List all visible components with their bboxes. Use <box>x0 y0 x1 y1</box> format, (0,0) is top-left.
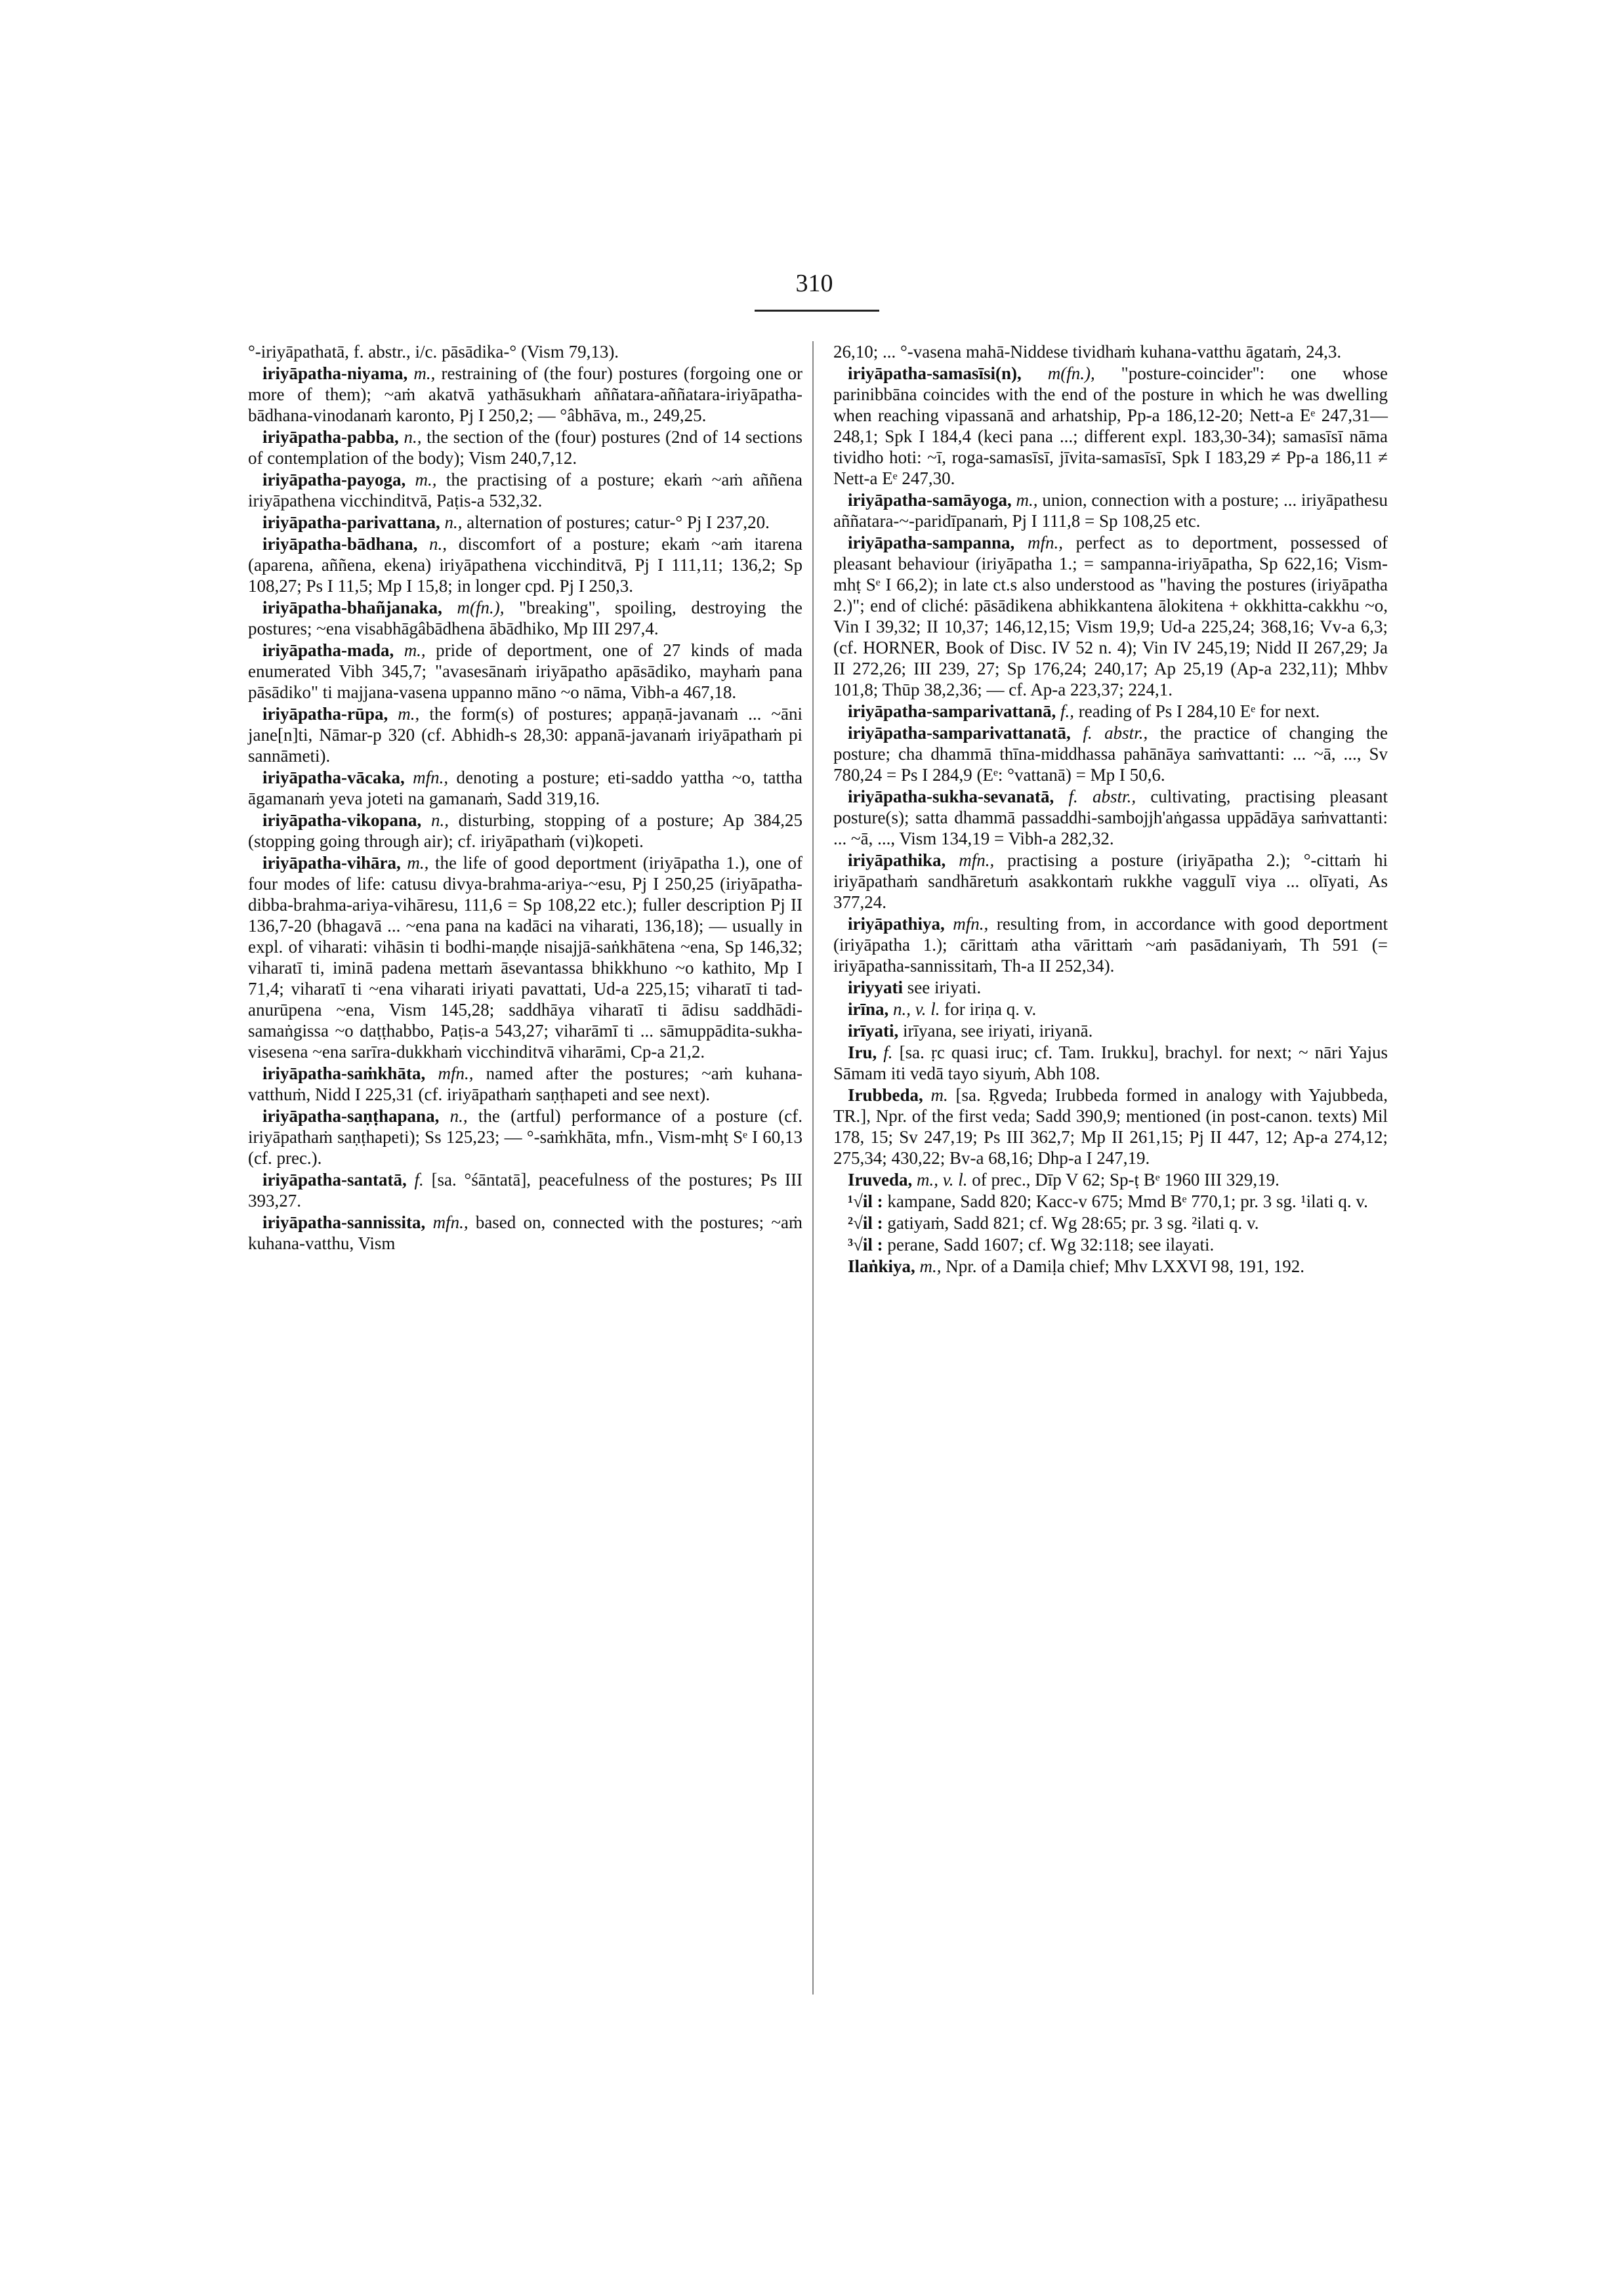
entry-text: kampane, Sadd 820; Kacc-v 675; Mmd Bᵉ 770,1; pr. 3 sg. ¹ilati q. v. <box>887 1191 1368 1211</box>
dictionary-entry <box>833 363 1388 489</box>
entry-text: gatiyaṁ, Sadd 821; cf. Wg 28:65; pr. 3 sg. ²ilati q. v. <box>887 1213 1259 1233</box>
dictionary-entry <box>833 1020 1388 1041</box>
dictionary-entry <box>248 1063 802 1105</box>
dictionary-entry <box>248 469 802 511</box>
entry-text: irīyana, see iriyati, iriyanā. <box>902 1021 1093 1041</box>
entry-headword: iriyāpatha-mada, <box>262 640 394 660</box>
dictionary-entry <box>248 810 802 852</box>
dictionary-entry <box>248 1212 802 1254</box>
dictionary-entry <box>833 722 1388 785</box>
column-divider <box>812 341 814 1995</box>
entry-grammar: f., <box>1060 701 1075 721</box>
entry-text: Npr. of a Damiḷa chief; Mhv LXXVI 98, 191, 192. <box>946 1256 1304 1276</box>
entry-headword: Iruveda, <box>848 1170 913 1189</box>
entry-text: [sa. ṛc quasi iruc; cf. Tam. Irukku], brachyl. for next; ~ nāri Yajus Sāmam iti vedā tayo siyuṁ, Abh 108. <box>833 1043 1388 1083</box>
entry-grammar: m., <box>413 363 436 383</box>
entry-grammar: mfn., <box>413 768 449 787</box>
dictionary-entry <box>248 1106 802 1168</box>
entry-text: of prec., Dīp V 62; Sp-ṭ Bᵉ 1960 III 329,19. <box>972 1170 1280 1189</box>
dictionary-entry <box>248 341 802 362</box>
entry-text: pride of deportment, one of 27 kinds of mada enumerated Vibh 345,7; "avasesānaṁ iriyāpatho apāsādiko, mayhaṁ pana pāsādiko" ti majjana-vasena uppanno māno ~o nāma, Vibh-a 467,18. <box>248 640 803 702</box>
dictionary-entry <box>833 1085 1388 1168</box>
dictionary-entry <box>833 786 1388 849</box>
dictionary-entry <box>248 767 802 809</box>
entry-grammar: m(fn.), <box>457 598 505 617</box>
entry-headword: iriyāpatha-niyama, <box>262 363 408 383</box>
entry-text: perane, Sadd 1607; cf. Wg 32:118; see ilayati. <box>887 1235 1215 1254</box>
entry-grammar: f. abstr., <box>1083 723 1148 743</box>
entry-grammar: n., v. l. <box>893 999 940 1019</box>
dictionary-entry <box>248 597 802 639</box>
entry-text: "posture-coincider": one whose parinibbāna coincides with the end of the posture in which he was dwelling when reaching vipassanā and arhatship, Pp-a 186,12-20; Nett-a Eᵉ 247,31—248,1; Spk I 184,4 (keci pana ...; different expl. 183,30-34); samasīsī nāma tividho hoti: ~ī, roga-samasīsī, jīvita-samasīsī, Spk I 183,29 ≠ Pp-a 186,11 ≠ Nett-a Eᵉ 247,30. <box>833 363 1388 488</box>
entry-grammar: n., <box>429 534 448 554</box>
dictionary-entry <box>248 533 802 596</box>
entry-headword: iriyyati <box>848 978 903 997</box>
entry-text: perfect as to deportment, possessed of pleasant behaviour (iriyāpatha 1.; = sampanna-iriyāpatha, Sp 622,16; Vism-mhṭ Sᵉ I 66,2); in late ct.s also understood as "having the postures (iriyāpatha 2.)"; end of cliché: pāsādikena abhikkantena ālokitena + okkhitta-cakkhu ~o, Vin I 39,32; II 10,37; 146,12,15; Vism 19,9; Ud-a 225,24; 368,16; Vv-a 6,3; (cf. HORNER, Book of Disc. IV 52 n. 4); Vin IV 245,19; Nidd II 267,29; Ja II 272,26; III 239, 27; Sp 176,24; 240,17; Ap 25,19 (Ap-a 232,11); Mhbv 101,8; Thūp 38,2,36; — cf. Ap-a 223,37; 224,1. <box>833 533 1388 699</box>
entry-grammar: mfn., <box>438 1064 474 1083</box>
entry-headword: Irubbeda, <box>848 1085 923 1105</box>
entry-headword: ³√il : <box>848 1235 883 1254</box>
entry-headword: iriyāpatha-saṇṭhapana, <box>262 1106 440 1126</box>
entry-text: [sa. Ṛgveda; Irubbeda formed in analogy with Yajubbeda, TR.], Npr. of the first veda; Sadd 390,9; mentioned (in post-canon. texts) Mil 178, 15; Sv 247,19; Ps III 362,7; Mp II 261,15; Pj II 447, 12; Ap-a 274,12; 275,34; 430,22; Bv-a 68,16; Dhp-a I 247,19. <box>833 1085 1388 1168</box>
entry-text: 26,10; ... °-vasena mahā-Niddese tividhaṁ kuhana-vatthu āgataṁ, 24,3. <box>833 342 1342 362</box>
entry-grammar: m., <box>1016 490 1038 510</box>
entry-headword: iriyāpatha-rūpa, <box>262 704 388 724</box>
entry-grammar: m., v. l. <box>917 1170 968 1189</box>
entry-headword: iriyāpatha-sukha-sevanatā, <box>848 787 1054 806</box>
page-number: 310 <box>795 270 833 297</box>
entry-grammar: n., <box>404 427 422 447</box>
entry-headword: iriyāpatha-sampanna, <box>848 533 1015 552</box>
dictionary-entry <box>833 1234 1388 1255</box>
entry-grammar: mfn., <box>1027 533 1063 552</box>
entry-headword: iriyāpatha-samparivattanatā, <box>848 723 1071 743</box>
entry-text: disturbing, stopping of a posture; Ap 384,25 (stopping going through air); cf. iriyāpathaṁ (vi)kopeti. <box>248 810 803 851</box>
entry-grammar: m. <box>930 1085 948 1105</box>
dictionary-entry <box>248 852 802 1062</box>
entry-headword: irīyati, <box>848 1021 899 1041</box>
entry-text: alternation of postures; catur-° Pj I 237,20. <box>467 512 770 532</box>
entry-grammar: f. <box>883 1043 893 1062</box>
entry-headword: Iru, <box>848 1043 877 1062</box>
dictionary-entry <box>833 999 1388 1020</box>
dictionary-entry <box>833 850 1388 913</box>
page-number-rule <box>755 310 879 312</box>
entry-headword: Ilaṅkiya, <box>848 1256 915 1276</box>
dictionary-entry <box>248 703 802 766</box>
entry-headword: ²√il : <box>848 1213 883 1233</box>
dictionary-entry <box>833 1191 1388 1212</box>
entry-text: cultivating, practising pleasant posture(s); satta dhammā passaddhi-sambojjh'aṅgassa uppādāya saṁvattanti: ... ~ā, ..., Vism 134,19 = Vibh-a 282,32. <box>833 787 1388 848</box>
entry-headword: irīna, <box>848 999 889 1019</box>
entry-grammar: m., <box>404 640 426 660</box>
dictionary-entry <box>833 532 1388 700</box>
entry-text: the life of good deportment (iriyāpatha 1.), one of four modes of life: catusu divya-brahma-ariya-~esu, Pj I 250,25 (iriyāpatha-dibba-brahma-ariya-vihāresu, 111,6 = Sp 108,22 etc.); fuller description Pj II 136,7-20 (bhagavā ... ~ena pana na kadāci na viharati, 136,18); — usually in expl. of viharati: vihāsin ti bodhi-maṇḍe nisajjā-saṅkhātena ~ena, Sp 146,32; viharatī ti, iminā padena mettaṁ āsevantassa bhikkhuno ~o kathito, Mp I 71,4; viharatī ti ~ena viharati iriyati pavattati, Ud-a 225,15; viharatī ti tad-anurūpena ~ena, Vism 145,28; saddhāya viharatī ti ādisu saddhādi-samaṅgissa ~o daṭṭhabbo, Paṭis-a 543,27; viharāmī ti ... sāmuppādita-sukha-visesena ~ena sarīra-dukkhaṁ vicchinditvā viharāmi, Cp-a 21,2. <box>248 853 802 1062</box>
entry-grammar: m(fn.), <box>1047 363 1095 383</box>
entry-text: for iriṇa q. v. <box>944 999 1037 1019</box>
entry-text: resulting from, in accordance with good deportment (iriyāpatha 1.); cārittaṁ atha vārittaṁ ~aṁ pasādaniyaṁ, Th 591 (= iriyāpatha-sannissitaṁ, Th-a II 252,34). <box>833 914 1388 976</box>
entry-grammar: f. <box>414 1170 424 1189</box>
entry-text: see iriyati. <box>907 978 982 997</box>
dictionary-entry <box>248 426 802 468</box>
right-column <box>833 341 1388 1277</box>
entry-text: "breaking", spoiling, destroying the postures; ~ena visabhāgâbādhena ābādhiko, Mp III 297,4. <box>248 598 802 638</box>
entry-grammar: mfn., <box>959 850 995 870</box>
entry-headword: iriyāpatha-vikopana, <box>262 810 422 830</box>
entry-text: the form(s) of postures; appaṇā-javanaṁ ... ~āni jane[n]ti, Nāmar-p 320 (cf. Abhidh-s 28,30: appanā-javanaṁ iriyāpathaṁ pi sannāmeti). <box>248 704 803 766</box>
dictionary-entry <box>833 489 1388 531</box>
entry-text: reading of Ps I 284,10 Eᵉ for next. <box>1078 701 1320 721</box>
dictionary-entry <box>833 1042 1388 1084</box>
entry-grammar: f. abstr., <box>1068 787 1136 806</box>
entry-headword: iriyāpathika, <box>848 850 946 870</box>
entry-grammar: mfn., <box>432 1212 468 1232</box>
entry-text: union, connection with a posture; ... iriyāpathesu aññatara-~-paridīpanaṁ, Pj I 111,8 = Sp 108,25 etc. <box>833 490 1388 531</box>
dictionary-entry <box>833 701 1388 722</box>
entry-text: based on, connected with the postures; ~aṁ kuhana-vatthu, Vism <box>248 1212 803 1253</box>
entry-grammar: m., <box>919 1256 942 1276</box>
entry-grammar: m., <box>415 470 437 489</box>
dictionary-entry <box>833 977 1388 998</box>
dictionary-entry <box>248 512 802 533</box>
entry-headword: iriyāpatha-vihāra, <box>262 853 401 873</box>
left-column <box>248 341 802 1254</box>
entry-headword: ¹√il : <box>848 1191 883 1211</box>
dictionary-entry <box>248 1169 802 1211</box>
dictionary-entry <box>833 1256 1388 1277</box>
entry-text: denoting a posture; eti-saddo yattha ~o, tattha āgamanaṁ yeva joteti na gamanaṁ, Sadd 319,16. <box>248 768 802 808</box>
entry-grammar: n., <box>449 1106 468 1126</box>
entry-headword: iriyāpatha-samasīsi(n), <box>848 363 1022 383</box>
entry-grammar: m., <box>398 704 420 724</box>
entry-text: the practising of a posture; ekaṁ ~aṁ aññena iriyāpathena vicchinditvā, Paṭis-a 532,32. <box>248 470 803 510</box>
entry-grammar: m., <box>407 853 429 873</box>
entry-headword: iriyāpatha-payoga, <box>262 470 406 489</box>
dictionary-entry <box>833 913 1388 976</box>
entry-headword: iriyāpatha-santatā, <box>262 1170 407 1189</box>
dictionary-entry <box>833 1212 1388 1233</box>
entry-grammar: mfn., <box>953 914 989 934</box>
entry-text: practising a posture (iriyāpatha 2.); °-cittaṁ hi iriyāpathaṁ sandhāretuṁ asakkontaṁ rukkhe vaggulī viya ... olīyati, As 377,24. <box>833 850 1388 912</box>
entry-text: the practice of changing the posture; cha dhammā thīna-middhassa pahānāya saṁvattanti: ... ~ā, ..., Sv 780,24 = Ps I 284,9 (Eᵉ: °vattanā) = Mp I 50,6. <box>833 723 1388 785</box>
entry-headword: iriyāpatha-parivattana, <box>262 512 440 532</box>
dictionary-entry <box>248 363 802 426</box>
entry-grammar: n., <box>444 512 463 532</box>
entry-headword: iriyāpatha-sannissita, <box>262 1212 426 1232</box>
entry-text: [sa. °śāntatā], peacefulness of the postures; Ps III 393,27. <box>248 1170 802 1210</box>
entry-headword: iriyāpatha-vācaka, <box>262 768 405 787</box>
entry-text: °-iriyāpathatā, f. abstr., i/c. pāsādika-° (Vism 79,13). <box>248 342 619 362</box>
dictionary-entry <box>833 341 1388 362</box>
entry-headword: iriyāpathiya, <box>848 914 945 934</box>
dictionary-entry <box>833 1169 1388 1190</box>
entry-headword: iriyāpatha-samparivattanā, <box>848 701 1056 721</box>
entry-headword: iriyāpatha-saṁkhāta, <box>262 1064 426 1083</box>
entry-headword: iriyāpatha-bhañjanaka, <box>262 598 442 617</box>
entry-text: named after the postures; ~aṁ kuhana-vatthuṁ, Nidd I 225,31 (cf. iriyāpathaṁ saṇṭhapeti and see next). <box>248 1064 803 1104</box>
entry-grammar: n., <box>430 810 449 830</box>
entry-text: the (artful) performance of a posture (cf. iriyāpathaṁ saṇṭhapeti); Ss 125,23; — °-saṁkhāta, mfn., Vism-mhṭ Sᵉ I 60,13 (cf. prec.). <box>248 1106 803 1168</box>
entry-text: restraining of (the four) postures (forgoing one or more of them); ~aṁ akatvā yathāsukhaṁ aññatara-aññatara-iriyāpatha-bādhana-vinodanaṁ karonto, Pj I 250,2; — °âbhāva, m., 249,25. <box>248 363 803 425</box>
entry-headword: iriyāpatha-samāyoga, <box>848 490 1012 510</box>
entry-headword: iriyāpatha-bādhana, <box>262 534 418 554</box>
entry-text: the section of the (four) postures (2nd of 14 sections of contemplation of the body); Vism 240,7,12. <box>248 427 803 468</box>
entry-text: discomfort of a posture; ekaṁ ~aṁ itarena (aparena, aññena, ekena) iriyāpathena vicchinditvā, Pj I 111,11; 136,2; Sp 108,27; Ps I 11,5; Mp I 15,8; in longer cpd. Pj I 250,3. <box>248 534 803 596</box>
entry-headword: iriyāpatha-pabba, <box>262 427 399 447</box>
dictionary-entry <box>248 640 802 703</box>
